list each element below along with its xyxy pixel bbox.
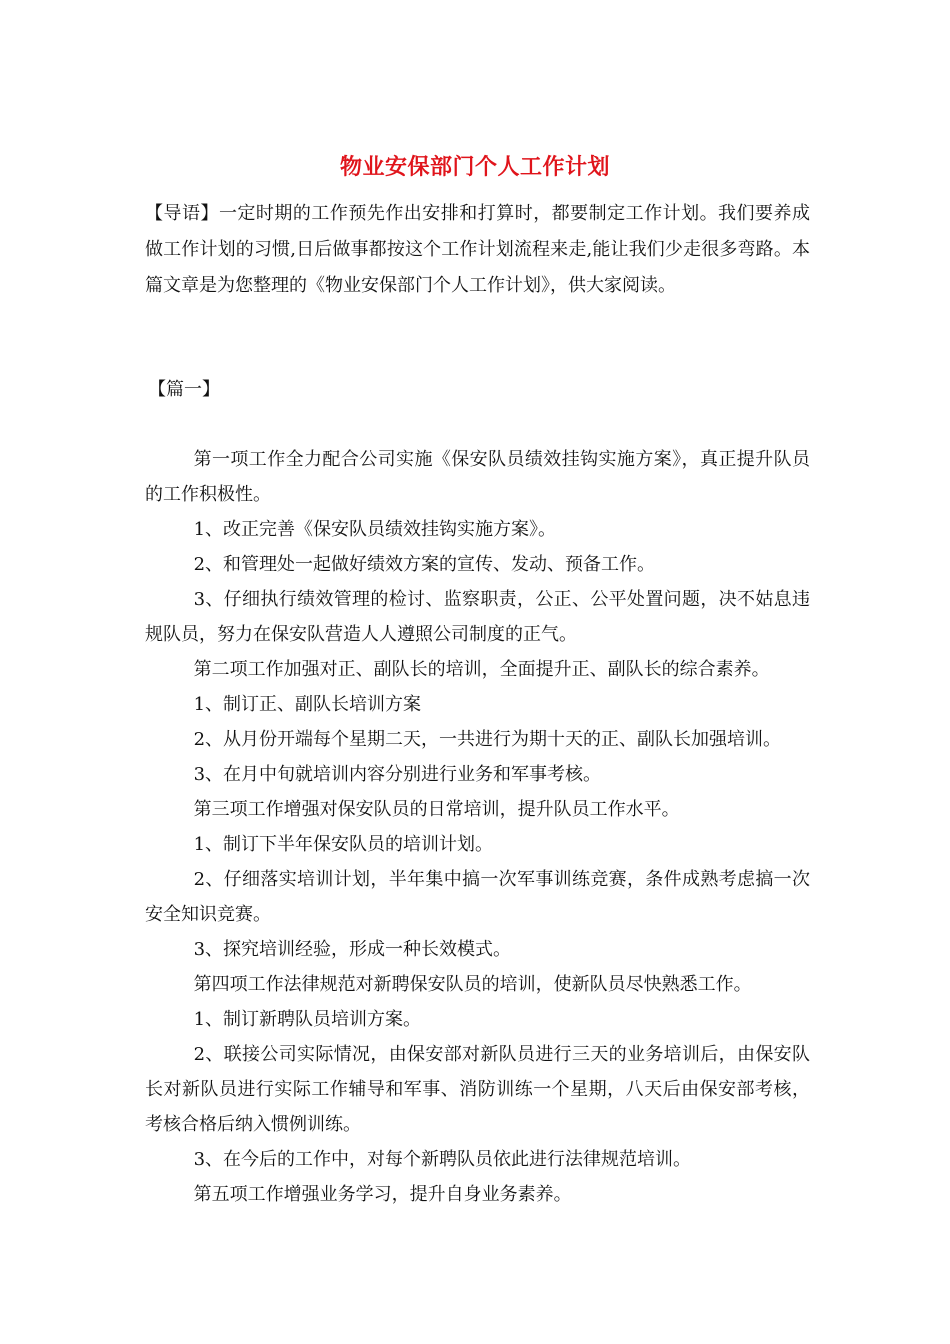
body-paragraph: 第二项工作加强对正、副队长的培训，全面提升正、副队长的综合素养。 <box>193 659 770 680</box>
body-paragraph: 第五项工作增强业务学习，提升自身业务素养。 <box>193 1184 572 1205</box>
body-paragraph: 2、和管理处一起做好绩效方案的宣传、发动、预备工作。 <box>193 554 656 575</box>
body-text <box>145 442 810 1212</box>
body-paragraph: 第三项工作增强对保安队员的日常培训，提升队员工作水平。 <box>193 799 680 820</box>
body-paragraph: 第四项工作法律规范对新聘保安队员的培训，使新队员尽快熟悉工作。 <box>193 974 752 995</box>
body-paragraph: 3、仔细执行绩效管理的检讨、监察职责，公正、公平处置问题，决不姑息违规队员，努力在保安队营造人人遵照公司制度的正气。 <box>145 589 810 645</box>
body-paragraph: 3、在月中旬就培训内容分别进行业务和军事考核。 <box>193 764 602 785</box>
body-paragraph: 1、制订新聘队员培训方案。 <box>193 1009 422 1030</box>
body-paragraph: 3、在今后的工作中，对每个新聘队员依此进行法律规范培训。 <box>193 1149 692 1170</box>
body-paragraph: 第一项工作全力配合公司实施《保安队员绩效挂钩实施方案》，真正提升队员的工作积极性。 <box>145 449 810 505</box>
intro-paragraph: 【导语】一定时期的工作预先作出安排和打算时，都要制定工作计划。我们要养成做工作计划的习惯,日后做事都按这个工作计划流程来走,能让我们少走很多弯路。本篇文章是为您整理的《物业安保部门个人工作计划》，供大家阅读。 <box>145 203 810 296</box>
body-paragraph: 1、制订下半年保安队员的培训计划。 <box>193 834 494 855</box>
body-paragraph: 2、联接公司实际情况，由保安部对新队员进行三天的业务培训后，由保安队长对新队员进行实际工作辅导和军事、消防训练一个星期，八天后由保安部考核，考核合格后纳入惯例训练。 <box>145 1044 810 1135</box>
document-title: 物业安保部门个人工作计划 <box>339 154 610 180</box>
body-paragraph: 3、探究培训经验，形成一种长效模式。 <box>193 939 512 960</box>
body-paragraph: 2、从月份开端每个星期二天，一共进行为期十天的正、副队长加强培训。 <box>193 729 782 750</box>
body-paragraph: 1、改正完善《保安队员绩效挂钩实施方案》。 <box>193 519 557 540</box>
body-paragraph: 2、仔细落实培训计划，半年集中搞一次军事训练竞赛，条件成熟考虑搞一次安全知识竞赛。 <box>145 869 810 925</box>
section-heading: 【篇一】 <box>148 379 220 400</box>
body-paragraph: 1、制订正、副队长培训方案 <box>193 694 422 715</box>
